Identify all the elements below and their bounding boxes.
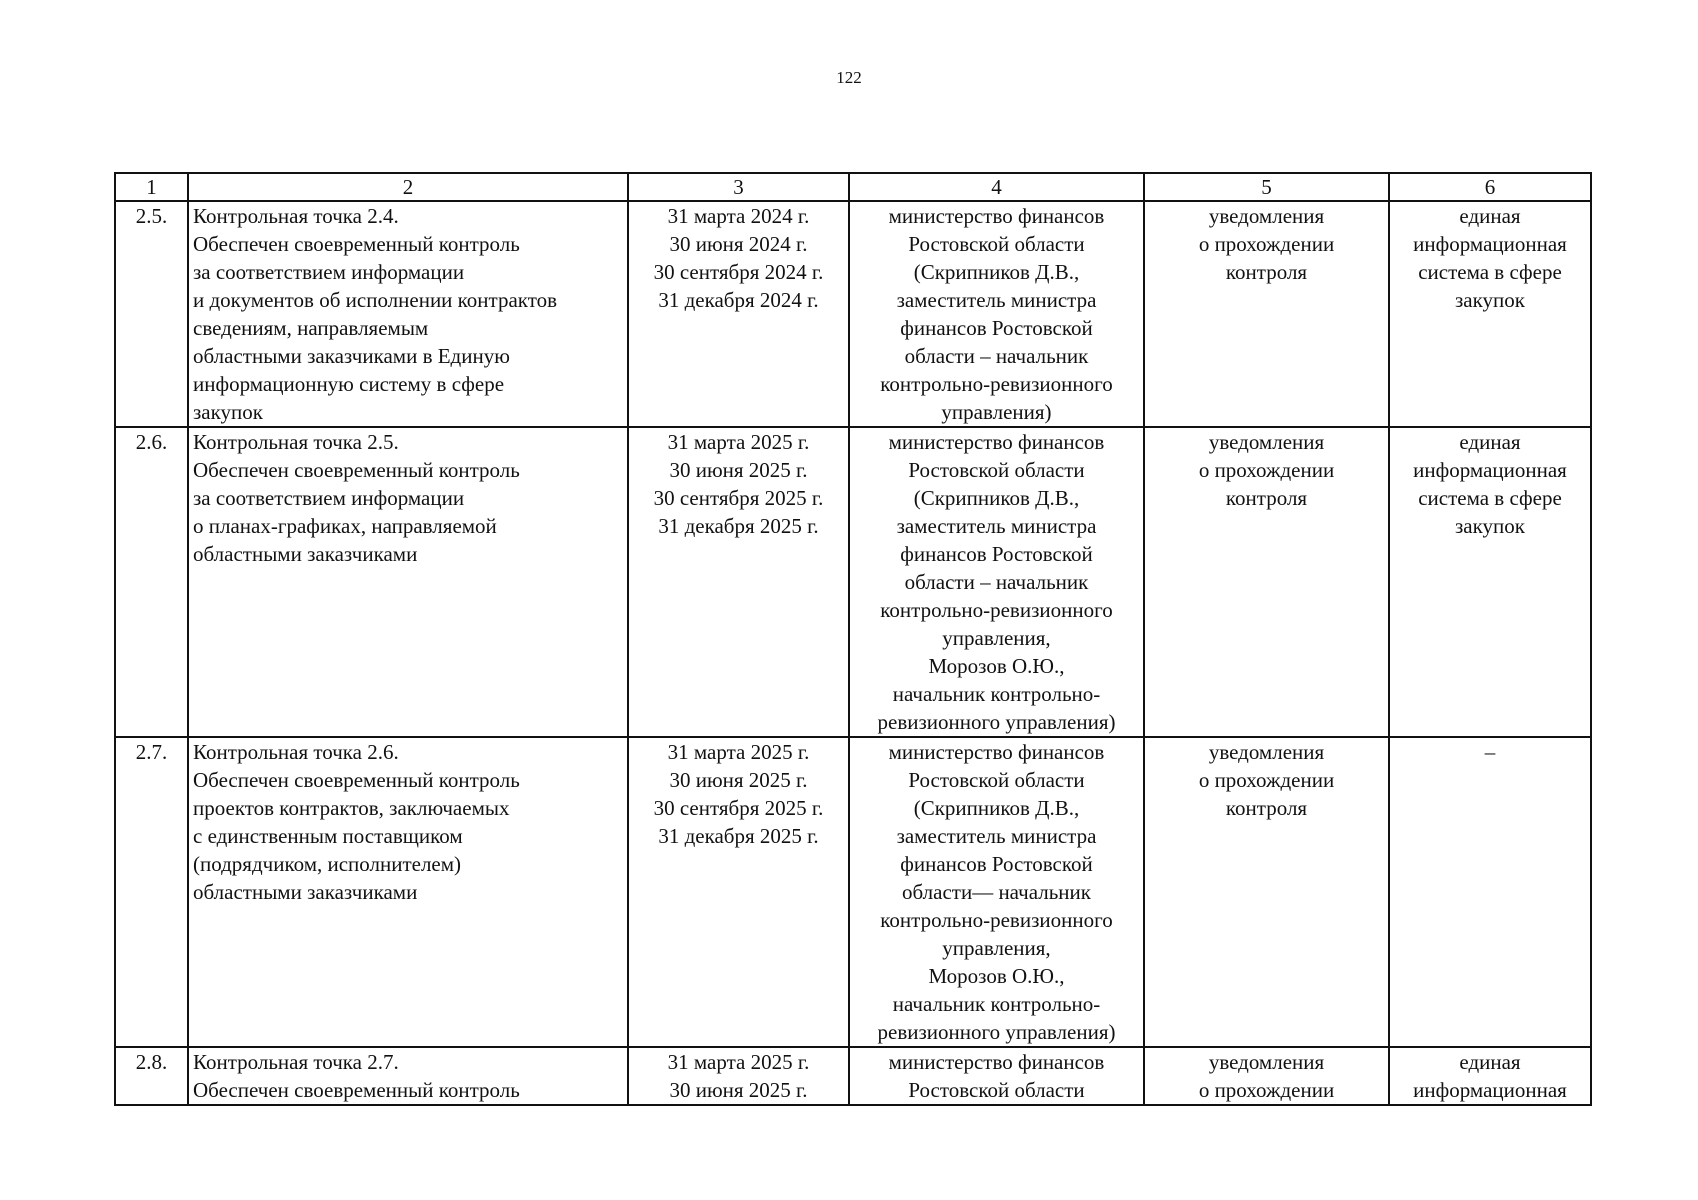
row-number: 2.5. — [115, 201, 188, 427]
responsible-executor: министерство финансов Ростовской области — [849, 1047, 1144, 1105]
column-header-1: 1 — [115, 173, 188, 201]
control-points-table — [114, 172, 1592, 1106]
deadline-dates: 31 марта 2025 г. 30 июня 2025 г. 30 сентября 2025 г. 31 декабря 2025 г. — [628, 737, 849, 1047]
information-system: единая информационная система в сфере закупок — [1389, 427, 1591, 737]
control-point-description: Контрольная точка 2.6. Обеспечен своевременный контроль проектов контрактов, заключаемых с единственным поставщиком (подрядчиком, исполнителем) областными заказчиками — [188, 737, 628, 1047]
column-header-6: 6 — [1389, 173, 1591, 201]
row-number: 2.6. — [115, 427, 188, 737]
table-row — [115, 427, 1591, 737]
information-system: единая информационная — [1389, 1047, 1591, 1105]
information-system: единая информационная система в сфере закупок — [1389, 201, 1591, 427]
confirming-document: уведомления о прохождении контроля — [1144, 201, 1389, 427]
table-row — [115, 737, 1591, 1047]
confirming-document: уведомления о прохождении контроля — [1144, 737, 1389, 1047]
column-header-2: 2 — [188, 173, 628, 201]
page-number: 122 — [836, 68, 862, 87]
deadline-dates: 31 марта 2025 г. 30 июня 2025 г. — [628, 1047, 849, 1105]
confirming-document: уведомления о прохождении — [1144, 1047, 1389, 1105]
column-header-3: 3 — [628, 173, 849, 201]
deadline-dates: 31 марта 2024 г. 30 июня 2024 г. 30 сентября 2024 г. 31 декабря 2024 г. — [628, 201, 849, 427]
information-system: – — [1389, 737, 1591, 1047]
table-row — [115, 1047, 1591, 1105]
row-number: 2.7. — [115, 737, 188, 1047]
column-header-4: 4 — [849, 173, 1144, 201]
deadline-dates: 31 марта 2025 г. 30 июня 2025 г. 30 сентября 2025 г. 31 декабря 2025 г. — [628, 427, 849, 737]
responsible-executor: министерство финансов Ростовской области (Скрипников Д.В., заместитель министра финансов Ростовской области–– начальник контрольно-ревизионного управления, Морозов О.Ю., начальник контрольно- ревизионного управления) — [849, 737, 1144, 1047]
table-header-row — [115, 173, 1591, 201]
confirming-document: уведомления о прохождении контроля — [1144, 427, 1389, 737]
column-header-5: 5 — [1144, 173, 1389, 201]
control-point-description: Контрольная точка 2.7. Обеспечен своевременный контроль — [188, 1047, 628, 1105]
control-point-description: Контрольная точка 2.4. Обеспечен своевременный контроль за соответствием информации и документов об исполнении контрактов сведениям, направляемым областными заказчиками в Единую информационную систему в сфере закупок — [188, 201, 628, 427]
table-row — [115, 201, 1591, 427]
responsible-executor: министерство финансов Ростовской области (Скрипников Д.В., заместитель министра финансов Ростовской области – начальник контрольно-ревизионного управления, Морозов О.Ю., начальник контрольно- ревизионного управления) — [849, 427, 1144, 737]
control-point-description: Контрольная точка 2.5. Обеспечен своевременный контроль за соответствием информации о планах-графиках, направляемой областными заказчиками — [188, 427, 628, 737]
responsible-executor: министерство финансов Ростовской области (Скрипников Д.В., заместитель министра финансов Ростовской области – начальник контрольно-ревизионного управления) — [849, 201, 1144, 427]
row-number: 2.8. — [115, 1047, 188, 1105]
